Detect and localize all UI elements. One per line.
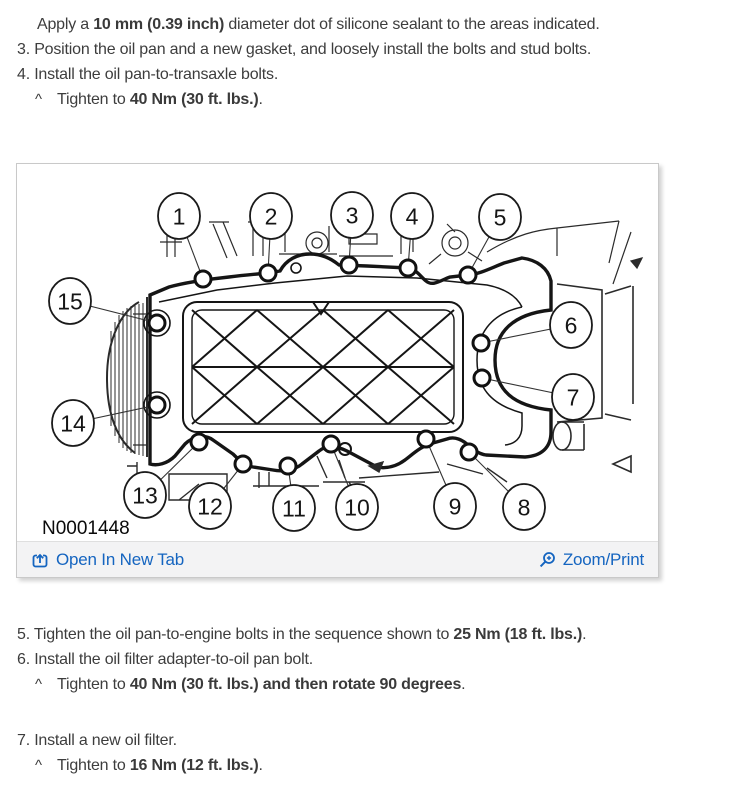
step-bold-value: 25 Nm (18 ft. lbs.) [453, 626, 583, 643]
open-in-new-tab-icon [31, 551, 49, 569]
bolt-icon [149, 315, 165, 331]
step-7-torque [17, 753, 717, 778]
callout-12 [189, 456, 251, 529]
bolt-icon [400, 260, 416, 276]
step-7 [17, 728, 717, 753]
step-bold-value: 40 Nm (30 ft. lbs.) [129, 91, 259, 108]
figure-label: N0001448 [42, 518, 130, 539]
callout-number: 5 [493, 204, 507, 231]
step-text: 6. Install the oil filter adapter-to-oil pan bolt. [17, 651, 313, 668]
zoom-print-label: Zoom/Print [562, 549, 644, 569]
bolt-icon [280, 458, 296, 474]
bolt-icon [418, 431, 434, 447]
bolt-icon [195, 271, 211, 287]
caret-bullet: ^ [35, 676, 42, 693]
bolt-icon [235, 456, 251, 472]
bolt-icon [260, 265, 276, 281]
callout-1 [158, 193, 211, 287]
windage-tray [183, 302, 463, 432]
zoom-print-link[interactable] [538, 550, 644, 570]
callout-number: 9 [448, 493, 462, 520]
step-6 [17, 647, 717, 672]
callout-number: 10 [344, 494, 370, 521]
callout-3 [331, 192, 373, 273]
bolt-icon [474, 370, 490, 386]
crank-pulley [107, 297, 147, 457]
bolt-icon [149, 397, 165, 413]
step-text: . [461, 676, 466, 693]
callout-7 [474, 370, 594, 420]
instructions-top [17, 12, 717, 112]
callout-number: 11 [282, 495, 306, 522]
step-4-torque [17, 87, 717, 112]
zoom-magnifier-icon [538, 551, 556, 569]
step-text: Tighten to [57, 757, 130, 774]
step-apply-sealant [17, 12, 717, 37]
step-text: Tighten to [57, 676, 130, 693]
step-text: 5. Tighten the oil pan-to-engine bolts in the sequence shown to [17, 626, 454, 643]
step-4 [17, 62, 717, 87]
callout-4 [391, 193, 433, 276]
oil-pan-illustration [17, 164, 658, 541]
caret-bullet: ^ [35, 757, 42, 774]
callout-number: 14 [60, 410, 86, 437]
callout-number: 15 [57, 288, 83, 315]
callout-number: 3 [345, 202, 359, 229]
bolt-icon [191, 434, 207, 450]
callout-number: 8 [517, 494, 531, 521]
step-text: . [258, 91, 263, 108]
bolt-icon [323, 436, 339, 452]
step-3 [17, 37, 717, 62]
bolt-icon [461, 444, 477, 460]
figure-footer-bar [17, 541, 658, 577]
bolt-icon [460, 267, 476, 283]
step-text: . [258, 757, 263, 774]
step-text: 7. Install a new oil filter. [17, 732, 177, 749]
bolt-icon [473, 335, 489, 351]
step-text: 3. Position the oil pan and a new gasket, and loosely install the bolts and stud bolts. [17, 41, 592, 58]
open-in-new-tab-label: Open In New Tab [56, 549, 185, 569]
paragraph-gap [17, 697, 717, 728]
callout-6 [473, 302, 592, 351]
caret-bullet: ^ [35, 91, 42, 108]
figure-card [16, 163, 659, 578]
bolt-icon [341, 257, 357, 273]
step-bold-value: 40 Nm (30 ft. lbs.) and then rotate 90 degrees [129, 676, 462, 693]
step-6-torque [17, 672, 717, 697]
callout-number: 1 [172, 203, 186, 230]
step-bold-value: 16 Nm (12 ft. lbs.) [129, 757, 259, 774]
step-text: . [582, 626, 587, 643]
step-bold-value: 10 mm (0.39 inch) [93, 16, 225, 33]
callout-11 [273, 458, 315, 531]
callout-number: 12 [197, 493, 223, 520]
callout-number: 2 [264, 203, 278, 230]
callout-2 [250, 193, 292, 281]
callout-number: 13 [132, 482, 158, 509]
step-text: Tighten to [57, 91, 130, 108]
step-text: 4. Install the oil pan-to-transaxle bolts. [17, 66, 279, 83]
step-5 [17, 622, 717, 647]
step-text: diameter dot of silicone sealant to the areas indicated. [224, 16, 600, 33]
callout-number: 6 [564, 312, 578, 339]
step-text: Apply a [37, 16, 94, 33]
open-in-new-tab-link[interactable] [31, 550, 184, 570]
figure-image-area [17, 164, 658, 541]
instructions-bottom [17, 622, 717, 778]
callout-number: 7 [566, 384, 580, 411]
callout-number: 4 [405, 203, 419, 230]
